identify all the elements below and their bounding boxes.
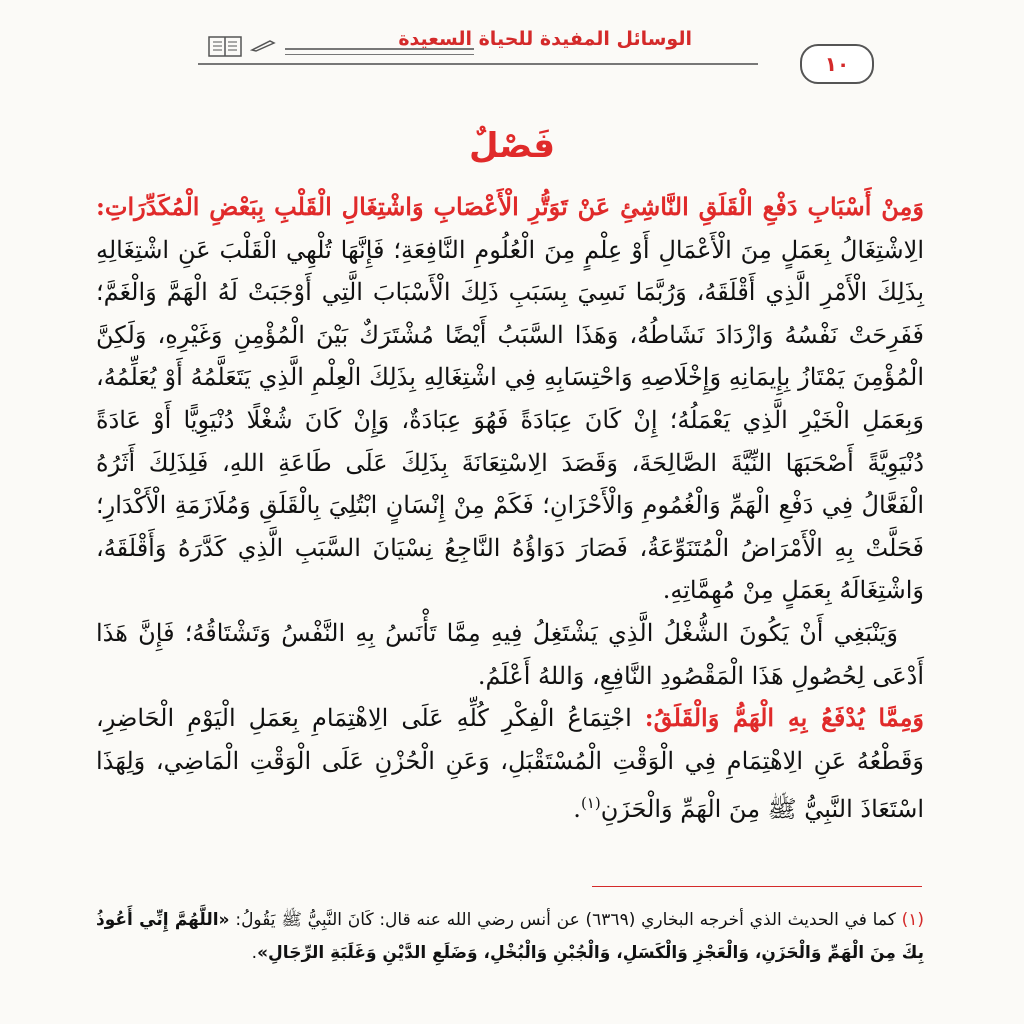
pen-icon: [250, 38, 276, 52]
section-title: فَصْلٌ: [468, 126, 556, 166]
footnote: (١) كما في الحديث الذي أخرجه البخاري (٦٣٦٩) عن أنس رضي الله عنه قال: كَانَ النَّبِيُّ ﷺ يَقُولُ: «اللَّهُمَّ إِنِّي أَعُوذُ بِكَ مِنَ الْهَمِّ وَالْحَزَنِ، وَالْعَجْزِ وَالْكَسَلِ، وَالْجُبْنِ وَالْبُخْلِ، وَضَلَعِ الدَّيْنِ وَغَلَبَةِ الرِّجَالِ».: [96, 910, 924, 963]
page-number: ١٠: [800, 44, 874, 84]
footnote-number: (١): [901, 910, 924, 930]
running-title: الوسائل المفيدة للحياة السعيدة: [398, 28, 692, 50]
paragraph-2-text: وَيَنْبَغِي أَنْ يَكُونَ الشُّغْلُ الَّذِي يَشْتَغِلُ فِيهِ مِمَّا تَأْنَسُ بِهِ النَّفْسُ وَتَشْتَاقُهُ؛ فَإِنَّ هَذَا أَدْعَى لِحُصُولِ هَذَا الْمَقْصُودِ النَّافِعِ، وَاللهُ أَعْلَمُ.: [96, 618, 924, 690]
paragraph-1-text: الِاشْتِغَالُ بِعَمَلٍ مِنَ الْأَعْمَالِ أَوْ عِلْمٍ مِنَ الْعُلُومِ النَّافِعَةِ؛ فَإِنَّهَا تُلْهِي الْقَلْبَ عَنِ اشْتِغَالِهِ بِذَلِكَ الْأَمْرِ الَّذِي أَقْلَقَهُ، وَرُبَّمَا نَسِيَ بِسَبَبِ ذَلِكَ الْأَسْبَابَ الَّتِي أَوْجَبَتْ لَهُ الْهَمَّ وَالْغَمَّ؛ فَفَرِحَتْ نَفْسُهُ وَازْدَادَ نَشَاطُهُ، وَهَذَا السَّبَبُ أَيْضًا مُشْتَرَكٌ بَيْنَ الْمُؤْمِنِ وَغَيْرِهِ، وَلَكِنَّ الْمُؤْمِنَ يَمْتَازُ بِإِيمَانِهِ وَإِخْلَاصِهِ وَاحْتِسَابِهِ فِي اشْتِغَالِهِ بِذَلِكَ الْعِلْمِ الَّذِي يَتَعَلَّمُهُ أَوْ يُعَلِّمُهُ، وَبِعَمَلِ الْخَيْرِ الَّذِي يَعْمَلُهُ؛ إِنْ كَانَ عِبَادَةً فَهُوَ عِبَادَةٌ، وَإِنْ كَانَ شُغْلًا دُنْيَوِيًّا أَوْ عَادَةً دُنْيَوِيَّةً أَصْحَبَهَا النِّيَّةَ الصَّالِحَةَ، وَقَصَدَ الِاسْتِعَانَةَ بِذَلِكَ عَلَى طَاعَةِ اللهِ، فَلِذَلِكَ أَثَرُهُ الْفَعَّالُ فِي دَفْعِ الْهَمِّ وَالْغُمُومِ وَالْأَحْزَانِ؛ فَكَمْ مِنْ إِنْسَانٍ ابْتُلِيَ بِالْقَلَقِ وَمُلَازَمَةِ الْأَكْدَارِ؛ فَحَلَّتْ بِهِ الْأَمْرَاضُ الْمُتَنَوِّعَةُ، فَصَارَ دَوَاؤُهُ النَّاجِعُ نِسْيَانَ السَّبَبِ الَّذِي كَدَّرَهُ وَأَقْلَقَهُ، وَاشْتِغَالَهُ بِعَمَلٍ مِنْ مُهِمَّاتِهِ.: [96, 235, 925, 605]
footnote-rule: [592, 886, 922, 887]
paragraph-3-heading: وَمِمَّا يُدْفَعُ بِهِ الْهَمُّ وَالْقَلَقُ:: [644, 703, 925, 733]
footnote-text: كما في الحديث الذي أخرجه البخاري (٦٣٦٩) عن أنس رضي الله عنه قال: كَانَ النَّبِيُّ ﷺ يَقُولُ:: [229, 910, 902, 930]
main-text: [96, 186, 924, 831]
footnote-quote: «اللَّهُمَّ إِنِّي أَعُوذُ بِكَ مِنَ الْهَمِّ وَالْحَزَنِ، وَالْعَجْزِ وَالْكَسَلِ، وَالْجُبْنِ وَالْبُخْلِ، وَضَلَعِ الدَّيْنِ وَغَلَبَةِ الرِّجَالِ»: [96, 910, 924, 963]
paragraph-1: [96, 186, 924, 612]
page-number-rule: [198, 52, 828, 72]
paragraph-1-heading: وَمِنْ أَسْبَابِ دَفْعِ الْقَلَقِ النَّاشِئِ عَنْ تَوَتُّرِ الْأَعْصَابِ وَاشْتِغَالِ الْقَلْبِ بِبَعْضِ الْمُكَدِّرَاتِ:: [96, 192, 924, 221]
footnote-ref[interactable]: (١): [580, 794, 601, 813]
paragraph-3-text: اجْتِمَاعُ الْفِكْرِ كُلِّهِ عَلَى الِاهْتِمَامِ بِعَمَلِ الْيَوْمِ الْحَاضِرِ، وَقَطْعُهُ عَنِ الِاهْتِمَامِ فِي الْوَقْتِ الْمُسْتَقْبَلِ، وَعَنِ الْحُزْنِ عَلَى الْوَقْتِ الْمَاضِي، وَلِهَذَا اسْتَعَاذَ النَّبِيُّ ﷺ مِنَ الْهَمِّ وَالْحَزَنِ: [96, 704, 924, 824]
paragraph-2: [96, 612, 924, 697]
paragraph-3: وَمِمَّا يُدْفَعُ بِهِ الْهَمُّ وَالْقَلَقُ: اجْتِمَاعُ الْفِكْرِ كُلِّهِ عَلَى الِاهْتِمَامِ بِعَمَلِ الْيَوْمِ الْحَاضِرِ، وَقَطْعُهُ عَنِ الِاهْتِمَامِ فِي الْوَقْتِ الْمُسْتَقْبَلِ، وَعَنِ الْحُزْنِ عَلَى الْوَقْتِ الْمَاضِي، وَلِهَذَا اسْتَعَاذَ النَّبِيُّ ﷺ مِنَ الْهَمِّ وَالْحَزَنِ$^{(١)}$.: [96, 703, 925, 824]
